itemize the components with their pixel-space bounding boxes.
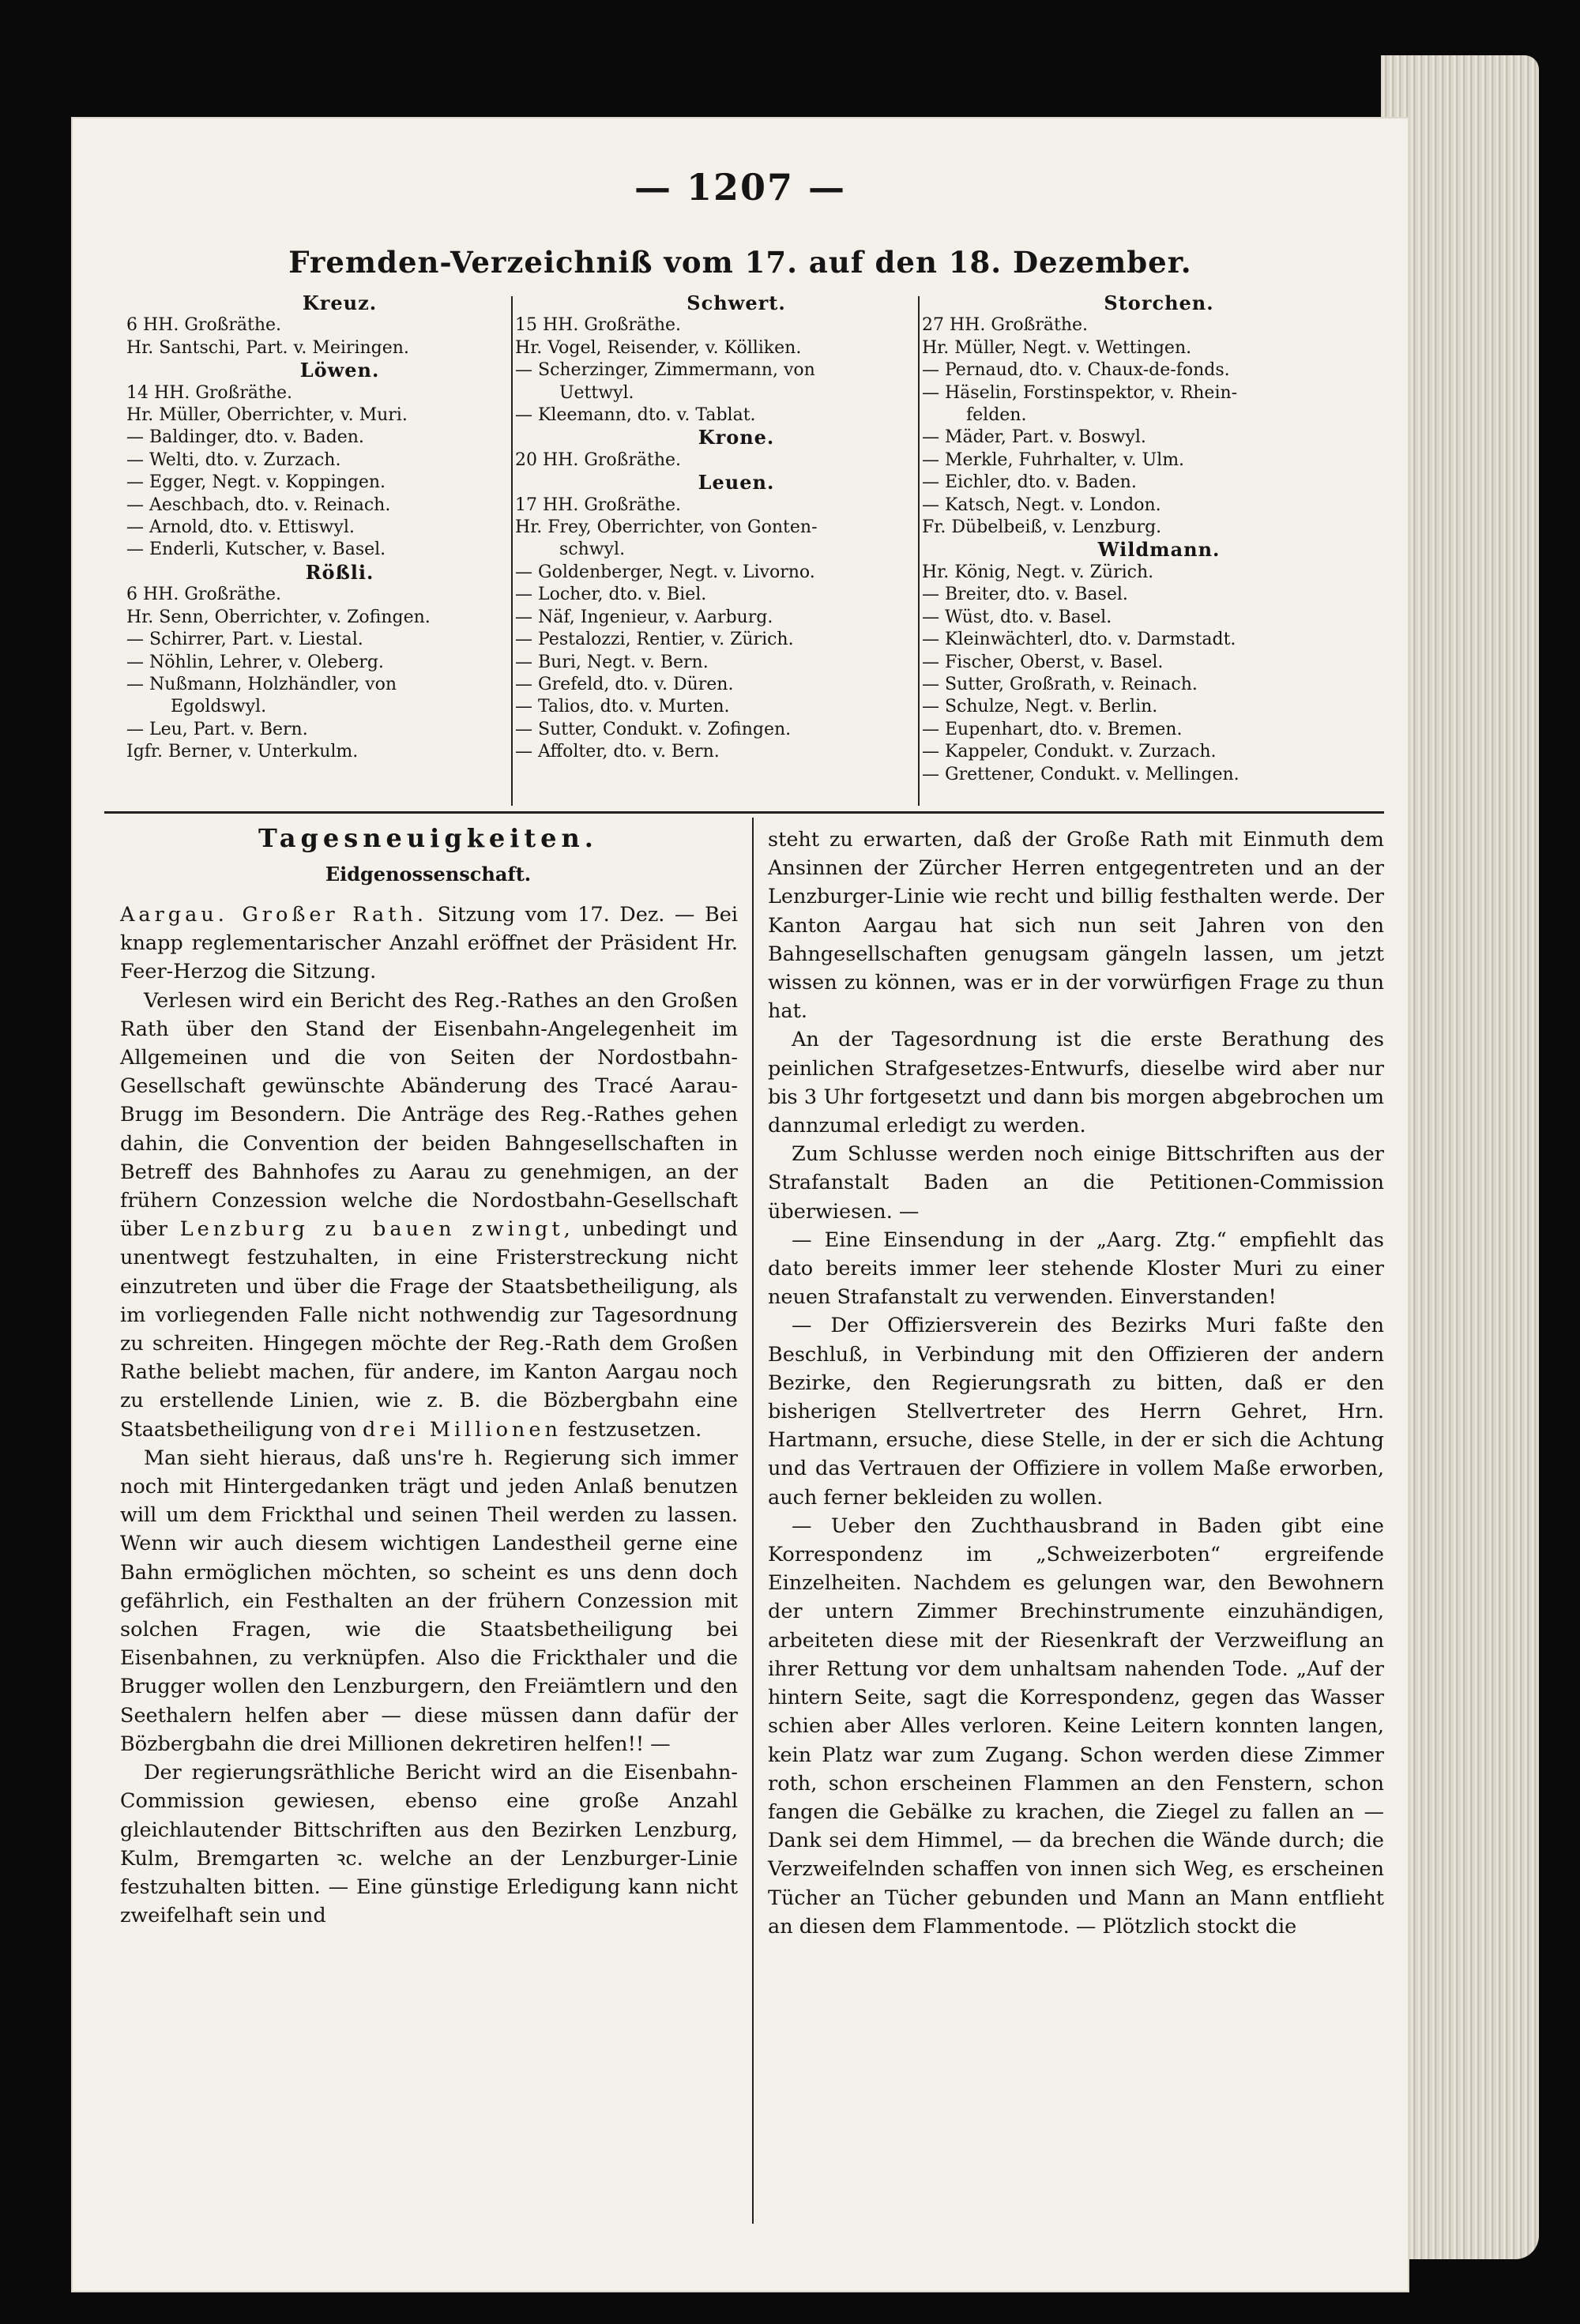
article-column-2 [768, 825, 1384, 1941]
paragraph-text: Zum Schlusse werden noch einige Bittschriften aus der Strafanstalt Baden an die Petitionen-Commission überwiesen. — [768, 1142, 1384, 1224]
guest-entry: Hr. Senn, Oberrichter, v. Zofingen. [126, 607, 431, 627]
guest-entry: — Locher, dto. v. Biel. [515, 585, 707, 605]
guest-entry: Hr. König, Negt. v. Zürich. [922, 562, 1154, 582]
guest-entry: schwyl. [559, 540, 626, 560]
guest-entry: — Buri, Negt. v. Bern. [515, 652, 709, 672]
guest-entry: — Sutter, Condukt. v. Zofingen. [515, 719, 792, 739]
guest-entry: Egoldswyl. [171, 697, 267, 717]
newspaper-page [73, 118, 1408, 2291]
guest-entry: — Nöhlin, Lehrer, v. Oleberg. [126, 652, 384, 672]
inn-name: Leuen. [698, 471, 775, 495]
article-paragraph [120, 1444, 738, 1758]
guest-entry: Hr. Frey, Oberrichter, von Gonten- [515, 517, 818, 538]
inn-name: Wildmann. [1097, 538, 1221, 562]
guest-entry: 15 HH. Großräthe. [515, 315, 682, 336]
page-number: — 1207 — [634, 166, 847, 209]
guest-entry: Uettwyl. [559, 382, 634, 403]
paragraph-text: Man sieht hieraus, daß uns're h. Regierung sich immer noch mit Hintergedanken trägt und jeden Anlaß benutzen will um dem Frickthal und seinen Theil werden zu lassen. Wenn wir auch diesem wichtigen Landestheil gerne eine Bahn ermöglichen möchten, so scheint es uns denn doch gefährlich, ein Festhalten an der frühern Conzession mit solchen Fragen, wie die Staatsbetheiligung bei Eisenbahnen, zu verknüpfen. Also die Frickthaler und die Brugger wollen den Lenzburgern, den Freiämtlern und den Seethalern helfen aber — diese müssen dann dafür der Bözbergbahn die drei Millionen dekretiren helfen!! — [120, 1446, 738, 1756]
subsection-title-confederation: Eidgenossenschaft. [325, 863, 532, 886]
guest-entry: — Welti, dto. v. Zurzach. [126, 449, 341, 470]
visitor-list-column-2 [515, 292, 957, 764]
guest-entry: — Fischer, Oberst, v. Basel. [922, 652, 1164, 672]
guest-entry: felden. [966, 405, 1027, 426]
article-paragraph [120, 1758, 738, 1930]
paragraph-text: steht zu erwarten, daß der Große Rath mit Einmuth dem Ansinnen der Zürcher Herren entgegentreten und an der Lenzburger-Linie wie recht und billig festhalten werde. Der Kanton Aargau hat sich nun seit Jahren von den Bahngesellschaften genugsam gängeln lassen, um jetzt wissen zu können, was er in der vorwürfigen Frage zu thun hat. [768, 828, 1384, 1024]
guest-entry: — Pestalozzi, Rentier, v. Zürich. [515, 630, 794, 650]
guest-entry: — Kappeler, Condukt. v. Zurzach. [922, 742, 1217, 762]
visitor-list-heading: Fremden-Verzeichniß vom 17. auf den 18. Dezember. [288, 245, 1192, 280]
guest-entry: — Kleinwächterl, dto. v. Darmstadt. [922, 630, 1236, 650]
paragraph-text: , unbedingt und unentwegt festzuhalten, in eine Fristerstreckung nicht einzutreten und über die Frage der Staatsbetheiligung, als im vorliegenden Falle nicht nothwendig zur Tagesordnung zu schreiten. Hingegen möchte der Reg.-Rath dem Großen Rathe beliebt machen, für andere, im Kanton Aargau noch zu erstellende Linien, wie z. B. die Bözbergbahn eine Staatsbetheiligung von [120, 1217, 738, 1442]
guest-entry: — Katsch, Negt. v. London. [922, 495, 1161, 515]
inn-name: Schwert. [687, 291, 786, 314]
guest-entry: 14 HH. Großräthe. [126, 382, 293, 403]
guest-entry: Hr. Santschi, Part. v. Meiringen. [126, 337, 409, 358]
paragraph-text: — Der Offiziersverein des Bezirks Muri faßte den Beschluß, in Verbindung mit den Offizieren der andern Bezirke, den Regierungsrath zu bitten, daß er den bisherigen Stellvertreter des Herrn Gehret, Hrn. Hartmann, ersuche, diese Stelle, in der er sich die Achtung und das Vertrauen der Offiziere in vollem Maße erworben, auch ferner bekleiden zu wollen. [768, 1314, 1384, 1510]
paragraph-text: Der regierungsräthliche Bericht wird an die Eisenbahn-Commission gewiesen, ebenso eine große Anzahl gleichlautender Bittschriften aus den Bezirken Lenzburg, Kulm, Bremgarten ꝛc. welche an der Lenzburger-Linie festzuhalten bitten. — Eine günstige Erledigung kann nicht zweifelhaft sein und [120, 1761, 738, 1928]
article-paragraph [768, 1226, 1384, 1312]
guest-entry: — Arnold, dto. v. Ettiswyl. [126, 517, 355, 538]
guest-entry: — Pernaud, dto. v. Chaux-de-fonds. [922, 360, 1230, 381]
paragraph-text: — Eine Einsendung in der „Aarg. Ztg.“ empfiehlt das dato bereits immer leer stehende Kloster Muri zu einer neuen Strafanstalt zu verwenden. Einverstanden! [768, 1228, 1384, 1310]
guest-entry: — Nußmann, Holzhändler, von [126, 674, 397, 694]
article-column-1 [120, 901, 738, 1930]
guest-entry: — Affolter, dto. v. Bern. [515, 742, 720, 762]
guest-entry: — Wüst, dto. v. Basel. [922, 607, 1112, 627]
guest-entry: 6 HH. Großräthe. [126, 585, 282, 605]
article-paragraph [768, 1311, 1384, 1511]
paragraph-text: An der Tagesordnung ist die erste Berathung des peinlichen Strafgesetzes-Entwurfs, dieselbe wird aber nur bis 3 Uhr fortgesetzt und dann bis morgen abgebrochen um dannzumal erledigt zu werden. [768, 1028, 1384, 1138]
guest-entry: — Sutter, Großrath, v. Reinach. [922, 674, 1198, 694]
spaced-emphasis-text: Aargau. Großer Rath. [120, 903, 428, 927]
guest-entry: — Baldinger, dto. v. Baden. [126, 427, 364, 448]
paragraph-text: festzusetzen. [561, 1417, 702, 1442]
guest-entry: — Näf, Ingenieur, v. Aarburg. [515, 607, 773, 627]
guest-entry: — Aeschbach, dto. v. Reinach. [126, 495, 391, 515]
visitor-list-column-3 [922, 292, 1396, 786]
column-divider [511, 296, 513, 806]
guest-entry: — Eichler, dto. v. Baden. [922, 472, 1137, 493]
guest-entry: — Grettener, Condukt. v. Mellingen. [922, 764, 1240, 784]
guest-entry: 27 HH. Großräthe. [922, 315, 1089, 336]
guest-entry: Fr. Dübelbeiß, v. Lenzburg. [922, 517, 1162, 538]
guest-entry: — Talios, dto. v. Murten. [515, 697, 730, 717]
guest-entry: — Eupenhart, dto. v. Bremen. [922, 719, 1183, 739]
spaced-emphasis-text: Lenzburg zu bauen zwingt [179, 1217, 564, 1242]
section-divider [104, 811, 1384, 814]
inn-name: Löwen. [299, 359, 380, 382]
column-divider [918, 296, 920, 806]
article-paragraph [120, 901, 738, 987]
guest-entry: — Merkle, Fuhrhalter, v. Ulm. [922, 449, 1185, 470]
inn-name: Kreuz. [302, 291, 378, 314]
guest-entry: — Mäder, Part. v. Boswyl. [922, 427, 1146, 448]
guest-entry: Igfr. Berner, v. Unterkulm. [126, 742, 359, 762]
article-paragraph [768, 1025, 1384, 1140]
inn-name: Storchen. [1104, 291, 1214, 314]
guest-entry: — Grefeld, dto. v. Düren. [515, 674, 734, 694]
guest-entry: — Enderli, Kutscher, v. Basel. [126, 540, 386, 560]
guest-entry: — Egger, Negt. v. Koppingen. [126, 472, 386, 493]
guest-entry: — Kleemann, dto. v. Tablat. [515, 405, 756, 426]
guest-entry: — Schulze, Negt. v. Berlin. [922, 697, 1158, 717]
guest-entry: — Scherzinger, Zimmermann, von [515, 360, 815, 381]
paragraph-text: Verlesen wird ein Bericht des Reg.-Rathes an den Großen Rath über den Stand der Eisenbahn-Angelegenheit im Allgemeinen und die von Seiten der Nordostbahn-Gesellschaft gewünschte Abänderung des Tracé Aarau-Brugg im Besondern. Die Anträge des Reg.-Rathes gehen dahin, die Convention der beiden Bahngesellschaften in Betreff des Bahnhofes zu Aarau zu genehmigen, an der frühern Conzession welche die Nordostbahn-Gesellschaft über [120, 988, 738, 1242]
inn-name: Krone. [698, 426, 775, 449]
guest-entry: — Häselin, Forstinspektor, v. Rhein- [922, 382, 1238, 403]
guest-entry: 6 HH. Großräthe. [126, 315, 282, 336]
column-divider [752, 818, 754, 2224]
guest-entry: 17 HH. Großräthe. [515, 495, 682, 515]
guest-entry: Hr. Müller, Negt. v. Wettingen. [922, 337, 1192, 358]
guest-entry: — Leu, Part. v. Bern. [126, 719, 308, 739]
guest-entry: — Breiter, dto. v. Basel. [922, 585, 1128, 605]
guest-entry: Hr. Müller, Oberrichter, v. Muri. [126, 405, 408, 426]
visitor-list-column-1 [126, 292, 553, 764]
paragraph-text: Sitzung vom 17. Dez. — Bei knapp reglementarischer Anzahl eröffnet der Präsident Hr. Feer-Herzog die Sitzung. [120, 903, 738, 984]
guest-entry: — Schirrer, Part. v. Liestal. [126, 630, 363, 650]
paragraph-text: — Ueber den Zuchthausbrand in Baden gibt eine Korrespondenz im „Schweizerboten“ ergreifende Einzelheiten. Nachdem es gelungen war, den Bewohnern der untern Zimmer Brechinstrumente einzuhändigen, arbeiteten diese mit der Riesenkraft der Verzweiflung an ihrer Rettung vor dem unhaltsam nahenden Tode. „Auf der hintern Seite, sagt die Korrespondenz, gegen das Wasser schien aber Alles verloren. Keine Leitern konnten langen, kein Platz war zum Zugang. Schon werden diese Zimmer roth, schon erscheinen Flammen an den Fenstern, schon fangen die Gebälke zu krachen, die Ziegel zu fallen an — Dank sei dem Himmel, — da brechen die Wände durch; die Verzweifelnden schaffen von innen sich Weg, es erscheinen Tücher an Tücher gebunden und Mann an Mann entflieht an diesen dem Flammentode. — Plötzlich stockt die [768, 1514, 1384, 1939]
inn-name: Rößli. [305, 560, 374, 584]
article-paragraph [120, 987, 738, 1444]
guest-entry: Hr. Vogel, Reisender, v. Kölliken. [515, 337, 802, 358]
article-paragraph [768, 1512, 1384, 1941]
guest-entry: — Goldenberger, Negt. v. Livorno. [515, 562, 815, 582]
guest-entry: 20 HH. Großräthe. [515, 449, 682, 470]
article-paragraph [768, 1140, 1384, 1226]
spaced-emphasis-text: drei Millionen [362, 1417, 562, 1442]
section-title-daily-news: Tagesneuigkeiten. [258, 823, 598, 853]
article-paragraph [768, 825, 1384, 1025]
